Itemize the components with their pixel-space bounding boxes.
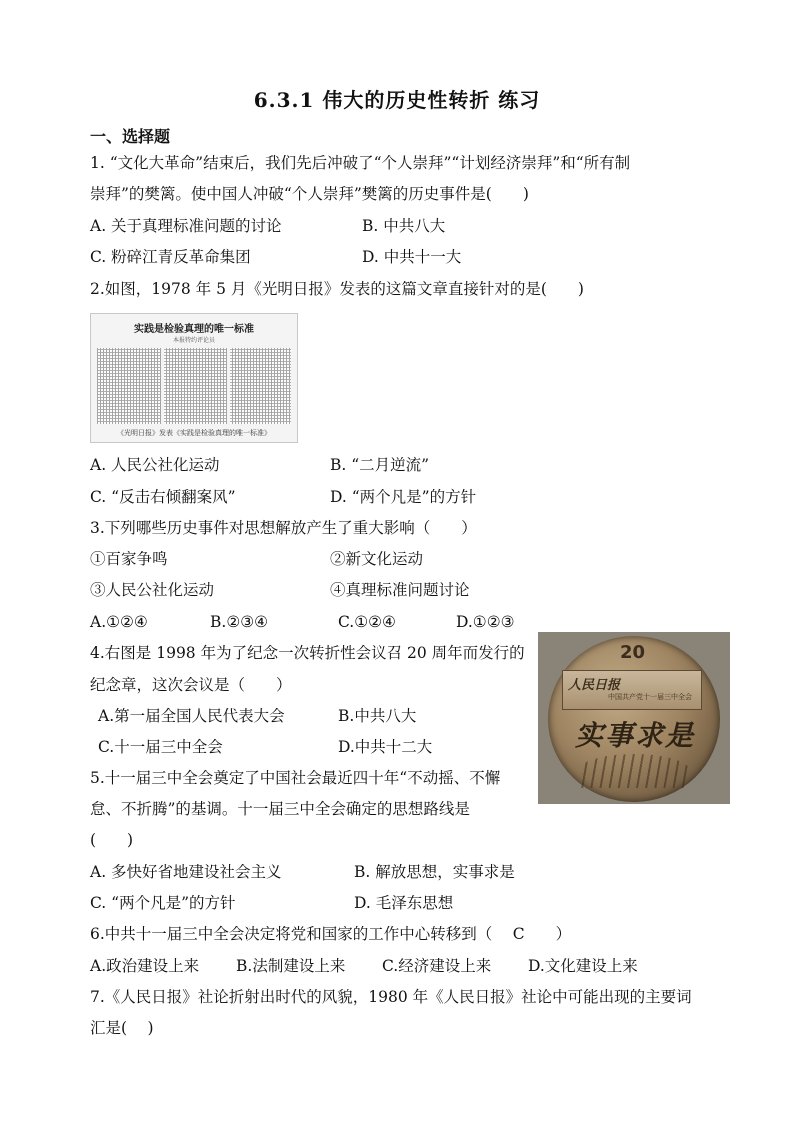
q5-option-b: B. 解放思想，实事求是 — [354, 863, 515, 881]
q6-option-c: C.经济建设上来 — [382, 957, 492, 975]
q2-option-d: D. “两个凡是”的方针 — [330, 488, 477, 506]
newspaper-headline: 实践是检验真理的唯一标准 — [134, 324, 254, 335]
q5-option-a: A. 多快好省地建设社会主义 — [90, 863, 282, 881]
newspaper-caption: 《光明日报》发表《实践是检验真理的唯一标准》 — [117, 429, 271, 437]
q3-item-2: ②新文化运动 — [330, 550, 424, 568]
q6-option-a: A.政治建设上来 — [90, 957, 200, 975]
q5-stem-line3: ( ) — [90, 831, 134, 849]
q1-option-a: A. 关于真理标准问题的讨论 — [90, 217, 282, 235]
q5-stem-line1: 5.十一届三中全会奠定了中国社会最近四十年“不动摇、不懈 — [90, 769, 501, 787]
q1-option-d: D. 中共十一大 — [362, 248, 462, 266]
q2-stem: 2.如图，1978 年 5 月《光明日报》发表的这篇文章直接针对的是( ) — [90, 280, 584, 298]
q3-option-a: A.①②④ — [90, 613, 148, 631]
section-heading: 一、选择题 — [90, 127, 171, 146]
newspaper-clipping-image — [90, 313, 298, 443]
q7-stem-line1: 7.《人民日报》社论折射出时代的风貌，1980 年《人民日报》社论中可能出现的主要词 — [90, 988, 692, 1006]
medal-rays-decoration — [578, 754, 690, 788]
q5-option-d: D. 毛泽东思想 — [354, 894, 454, 912]
medal-number: 20 — [620, 642, 646, 663]
newspaper-text-columns — [97, 348, 291, 424]
q3-item-3: ③人民公社化运动 — [90, 581, 215, 599]
document-title: 6.3.1 伟大的历史性转折 练习 — [253, 88, 541, 112]
q1-option-c: C. 粉碎江青反革命集团 — [90, 248, 251, 266]
q6-option-b: B.法制建设上来 — [236, 957, 346, 975]
medal-newspaper-name: 人民日报 — [568, 678, 621, 693]
commemorative-medal-image — [538, 632, 730, 804]
medal-plate-text: 中国共产党十一届三中全会 — [608, 693, 692, 701]
q4-option-b: B.中共八大 — [338, 707, 417, 725]
q1-option-b: B. 中共八大 — [362, 217, 446, 235]
q3-stem: 3.下列哪些历史事件对思想解放产生了重大影响（ ） — [90, 519, 477, 537]
q4-stem-line2: 纪念章，这次会议是（ ） — [90, 676, 292, 694]
q5-stem-line2: 怠、不折腾”的基调。十一届三中全会确定的思想路线是 — [90, 800, 470, 818]
q1-stem-line1: 1. “文化大革命”结束后，我们先后冲破了“个人崇拜”“计划经济崇拜”和“所有制 — [90, 154, 631, 172]
q2-option-b: B. “二月逆流” — [330, 456, 430, 474]
newspaper-column-gap — [161, 348, 164, 424]
q4-stem-line1: 4.右图是 1998 年为了纪念一次转折性会议召 20 周年而发行的 — [90, 644, 525, 662]
q4-option-d: D.中共十二大 — [338, 738, 433, 756]
q4-option-c: C.十一届三中全会 — [98, 738, 223, 756]
q4-option-a: A.第一届全国人民代表大会 — [98, 707, 285, 725]
q3-item-1: ①百家争鸣 — [90, 550, 168, 568]
q6-option-d: D.文化建设上来 — [528, 957, 638, 975]
q3-option-c: C.①②④ — [338, 613, 396, 631]
q2-option-c: C. “反击右倾翻案风” — [90, 488, 236, 506]
q7-stem-line2: 汇是( ) — [90, 1019, 154, 1037]
q1-stem-line2: 崇拜”的樊篱。使中国人冲破“个人崇拜”樊篱的历史事件是( ) — [90, 185, 529, 203]
newspaper-byline: 本报特约评论员 — [172, 337, 215, 344]
medal-motto: 实事求是 — [574, 719, 695, 752]
q3-option-b: B.②③④ — [210, 613, 269, 631]
q3-option-d: D.①②③ — [456, 613, 515, 631]
q5-option-c: C. “两个凡是”的方针 — [90, 894, 236, 912]
q3-item-4: ④真理标准问题讨论 — [330, 581, 470, 599]
q2-option-a: A. 人民公社化运动 — [90, 456, 220, 474]
q6-stem: 6.中共十一届三中全会决定将党和国家的工作中心转移到（ C ） — [90, 925, 572, 943]
newspaper-column-gap — [227, 348, 230, 424]
